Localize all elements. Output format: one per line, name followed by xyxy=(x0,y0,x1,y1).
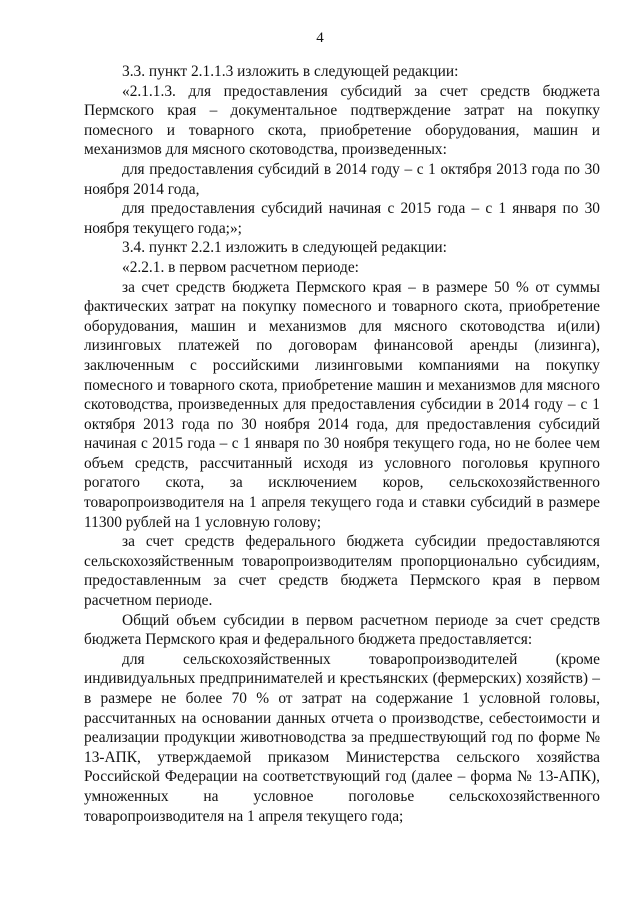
paragraph-regional-budget: за счет средств бюджета Пермского края – в размере 50 % от суммы фактических затрат на покупку помесного и товарного скота, приобретение оборудования, машин и механизмов для мясного скотоводства и(или) лизинговых платежей по договорам финансовой аренды (лизинга), заключенным с российскими лизинговыми компаниями на покупку помесного и товарного скота, приобретение машин и механизмов для мясного скотоводства, произведенных для предоставления субсидии в 2014 году – с 1 октября 2013 года по 30 ноября 2014 года, для предоставления субсидий начиная с 2015 года – с 1 января по 30 ноября текущего года, но не более чем объем средств, рассчитанный исходя из условного поголовья крупного рогатого скота, за исключением коров, сельскохозяйственного товаропроизводителя на 1 апреля текущего года и ставки субсидий в размере 11300 рублей на 1 условную голову; xyxy=(84,278,600,531)
paragraph-total-subsidy: Общий объем субсидии в первом расчетном периоде за счет средств бюджета Пермского края и федерального бюджета предоставляется: xyxy=(84,611,600,649)
paragraph-2014-period: для предоставления субсидий в 2014 году – с 1 октября 2013 года по 30 ноября 2014 года, xyxy=(84,160,600,198)
paragraph-2-2-1: «2.2.1. в первом расчетном периоде: xyxy=(122,258,359,276)
paragraph-producers: для сельскохозяйственных товаропроизводителей (кроме индивидуальных предпринимателей и крестьянских (фермерских) хозяйств) – в размере не более 70 % от затрат на содержание 1 условной головы, рассчитанных на основании данных отчета о производстве, себестоимости и реализации продукции животноводства за предшествующий год по форме № 13-АПК, утверждаемой приказом Министерства сельского хозяйства Российской Федерации на соответствующий год (далее – форма № 13-АПК), умноженных на условное поголовье сельскохозяйственного товаропроизводителя на 1 апреля текущего года; xyxy=(84,650,600,825)
document-body xyxy=(84,62,600,826)
paragraph-3-4: 3.4. пункт 2.2.1 изложить в следующей редакции: xyxy=(122,239,447,257)
paragraph-federal-budget: за счет средств федерального бюджета субсидии предоставляются сельскохозяйственным товаропроизводителям пропорционально субсидиям, предоставленным за счет средств бюджета Пермского края в первом расчетном периоде. xyxy=(84,533,600,610)
page-number: 4 xyxy=(316,30,324,46)
paragraph-2-1-1-3: «2.1.1.3. для предоставления субсидий за счет средств бюджета Пермского края – документальное подтверждение затрат на покупку помесного и товарного скота, приобретение оборудования, машин и механизмов для мясного скотоводства, произведенных: xyxy=(84,82,600,159)
paragraph-2015-period: для предоставления субсидий начиная с 2015 года – с 1 января по 30 ноября текущего года;»; xyxy=(84,200,600,237)
paragraph-3-3: 3.3. пункт 2.1.1.3 изложить в следующей редакции: xyxy=(122,63,459,80)
